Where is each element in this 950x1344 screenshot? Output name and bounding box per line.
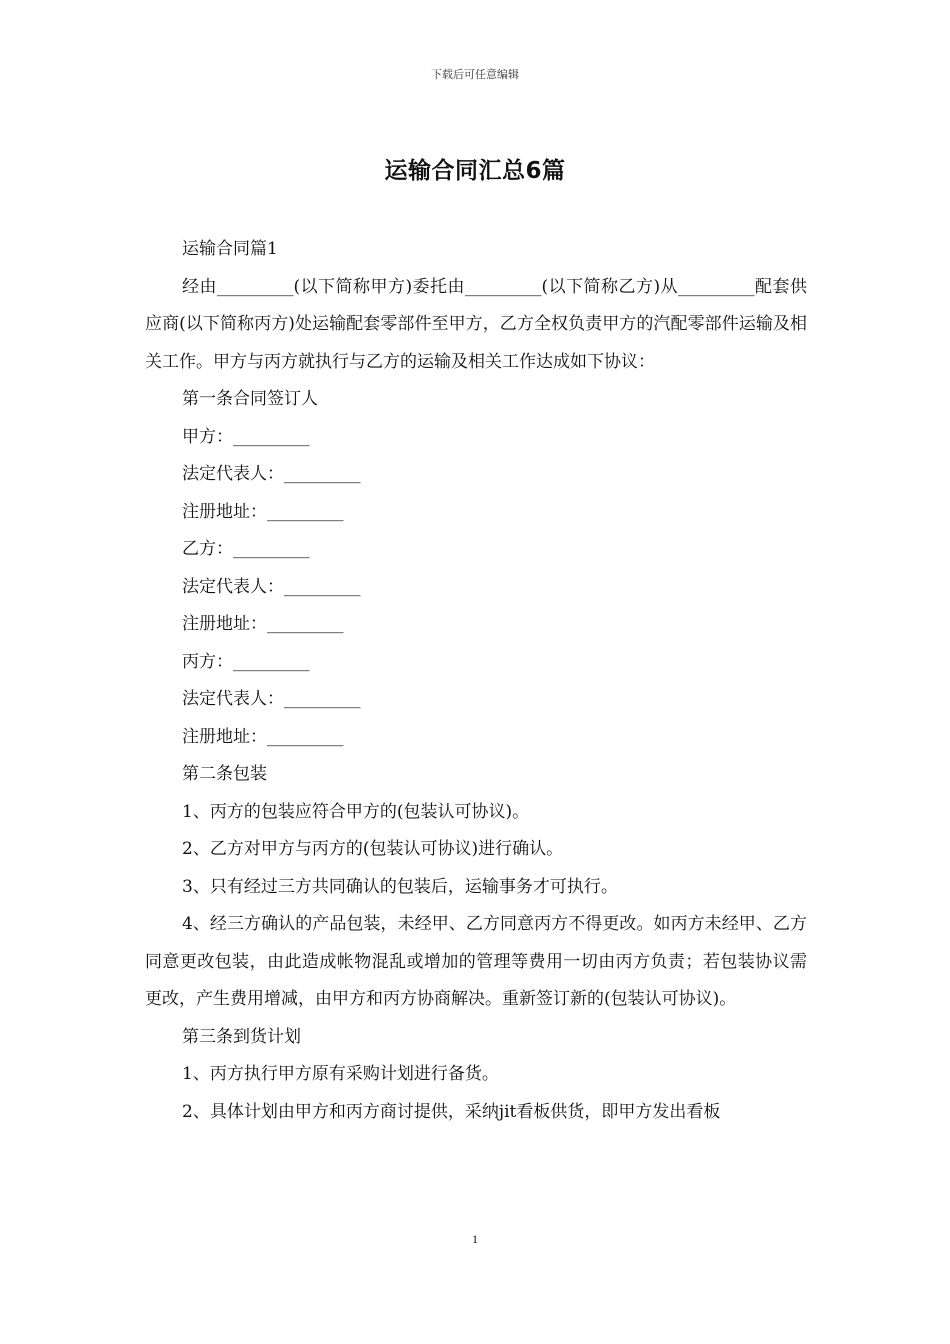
list-item: 1、丙方执行甲方原有采购计划进行备货。 — [182, 1064, 499, 1084]
document-body — [145, 231, 807, 1131]
list-item: 3、只有经过三方共同确认的包装后，运输事务才可执行。 — [182, 876, 618, 897]
party-field: 法定代表人：_________ — [182, 576, 361, 597]
party-field: 法定代表人：_________ — [182, 464, 361, 484]
document-title: 运输合同汇总6篇 — [384, 158, 566, 184]
clause-heading: 第三条到货计划 — [182, 1026, 301, 1047]
list-item: 1、丙方的包装应符合甲方的(包装认可协议)。 — [182, 801, 530, 822]
party-field: 丙方：_________ — [182, 651, 310, 672]
clause-heading: 第二条包装 — [182, 764, 267, 784]
list-item: 2、乙方对甲方与丙方的(包装认可协议)进行确认。 — [182, 839, 564, 859]
clause-heading: 第一条合同签订人 — [182, 389, 318, 409]
header-note: 下载后可任意编辑 — [431, 68, 519, 81]
party-field: 注册地址：_________ — [182, 726, 344, 747]
party-field: 乙方：_________ — [182, 539, 310, 559]
page-number: 1 — [472, 1232, 478, 1246]
party-field: 甲方：_________ — [182, 426, 310, 447]
section-heading: 运输合同篇1 — [182, 239, 278, 259]
paragraph: 经由_________(以下简称甲方)委托由_________(以下简称乙方)从_________配套供应商(以下简称丙方)处运输配套零部件至甲方，乙方全权负责甲方的汽配零部件运输及相关工作。甲方与丙方就执行与乙方的运输及相关工作达成如下协议： — [145, 276, 807, 372]
list-item: 4、经三方确认的产品包装，未经甲、乙方同意丙方不得更改。如丙方未经甲、乙方同意更改包装，由此造成帐物混乱或增加的管理等费用一切由丙方负责；若包装协议需更改，产生费用增减，由甲方和丙方协商解决。重新签订新的(包装认可协议)。 — [145, 914, 807, 1009]
list-item: 2、具体计划由甲方和丙方商讨提供，采纳jit看板供货，即甲方发出看板 — [182, 1101, 721, 1122]
party-field: 法定代表人：_________ — [182, 689, 361, 709]
party-field: 注册地址：_________ — [182, 501, 344, 522]
party-field: 注册地址：_________ — [182, 614, 344, 634]
